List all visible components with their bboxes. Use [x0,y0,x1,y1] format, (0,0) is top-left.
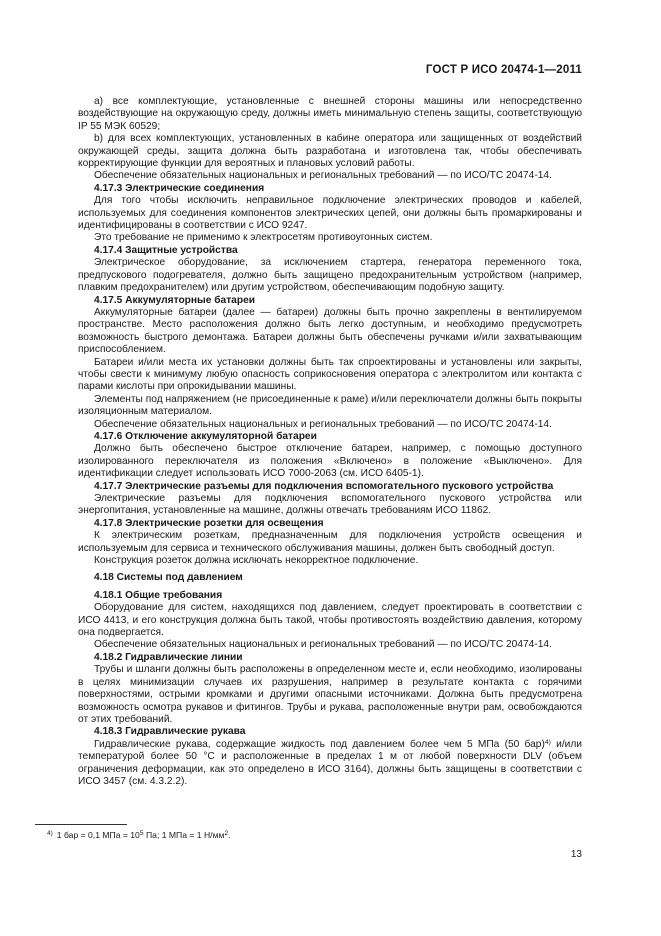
paragraph: К электрическим розеткам, предназначенным для подключения устройств освещения и используемым для сервиса и технического обслуживания машины, должен быть свободный доступ. [78,530,582,554]
section-heading: 4.18.2 Гидравлические линии [94,651,243,663]
paragraph: Элементы под напряжением (не присоединенные к раме) и/или переключатели должны быть покрыты изоляционным материалом. [78,393,582,418]
section-heading: 4.18.3 Гидравлические рукава [94,726,246,738]
paragraph: Конструкция розеток должна исключать некорректное подключение. [94,555,419,567]
document-body [78,96,582,788]
footnote [47,828,231,841]
paragraph: а) все комплектующие, установленные с внешней стороны машины или непосредственно воздействующие на окружающую среду, должны иметь минимальную степень защиты, соответствующую IP 55 МЭК 60529; [78,96,582,132]
paragraph: Электрическое оборудование, за исключением стартера, генератора переменного тока, предпускового подогревателя, должно быть защищено предохранительным устройством (например, плавким предохранителем) или другим устройством, обеспечивающим подобную защиту. [78,257,582,294]
footnote-sup-1: 5 [139,830,144,837]
section-heading: 4.18 Системы под давлением [94,572,243,584]
paragraph: Аккумуляторные батареи (далее — батареи) должны быть прочно закреплены в вентилируемом пространстве. Место расположения должно быть легко доступным, и необходимо предусмотреть возможность быстрого демонтажа. Батареи должны быть обеспечены ручками и/или захватывающим приспособлением. [78,306,582,356]
page-number: 13 [570,849,582,860]
paragraph: Батареи и/или места их установки должны быть так спроектированы и установлены или закрыты, чтобы свести к минимуму любую опасность соприкосновения оператора с электролитом или контакта с парами кислоты при опрокидывании машины. [78,356,582,393]
footnote-text-2: Па; 1 МПа = 1 Н/мм [143,830,225,840]
section-heading: 4.17.6 Отключение аккумуляторной батареи [94,430,317,442]
footnote-mark: 4) [47,830,53,837]
footnote-text-1: 1 бар = 0,1 МПа = 10 [56,830,140,840]
paragraph: Трубы и шланги должны быть расположены в определенном месте и, если необходимо, изолированы в целях минимизации случаев их разрушения, например в результате контакта с горячими поверхностями, острыми кромками и другими опасными источниками. Должна быть предусмотрена возможность осмотра рукавов и фитингов. Трубы и рукава, расположенные внутри рам, освобождаются от этих требований. [78,664,582,725]
paragraph [78,739,582,789]
paragraph-text: и/или температурой более 50 °С и расположенные в пределах 1 м от любой поверхности DLV (объем ограничения деформации, как это определено в ИСО 3164), должны быть защищены в соответствии с ИСО 3457 (см. 4.3.2.2). [78,738,582,787]
paragraph: Электрические разъемы для подключения вспомогательного пускового устройства или энергопитания, установленные на машине, должны отвечать требованиям ИСО 11862. [78,493,582,517]
section-heading: 4.17.3 Электрические соединения [94,182,265,194]
footnote-text-3: . [228,830,231,840]
paragraph-text: Гидравлические рукава, содержащие жидкость под давлением более чем 5 МПа (50 бар) [94,738,545,750]
paragraph: Обеспечение обязательных национальных и региональных требований — по ИСО/ТС 20474-14. [94,418,552,430]
paragraph: Оборудование для систем, находящихся под давлением, следует проектировать в соответствии с ИСО 4413, и его конструкция должна быть такой, чтобы противостоять воздействию давления, которому она подвергается. [78,602,582,639]
section-heading: 4.17.4 Защитные устройства [94,244,238,256]
section-heading: 4.17.5 Аккумуляторные батареи [94,294,256,306]
paragraph: Должно быть обеспечено быстрое отключение батареи, например, с помощью доступного изолированного переключателя из положения «Включено» в положение «Выключено». Для идентификации следует использовать ИСО 7000-2063 (см. ИСО 6405-1). [78,443,582,480]
paragraph: Обеспечение обязательных национальных и региональных требований — по ИСО/ТС 20474-14. [94,639,552,651]
footnote-sup-2: 2 [224,830,229,837]
paragraph: Это требование не применимо к электросетям противоугонных систем. [94,232,433,244]
paragraph: Для того чтобы исключить неправильное подключение электрических проводов и кабелей, используемых для соединения компонентов электрических цепей, они должны быть промаркированы и идентифицированы в соответствии с ИСО 9247. [78,195,582,232]
footnote-reference: 4) [544,738,551,746]
standard-code-header: ГОСТ Р ИСО 20474-1—2011 [425,64,582,76]
paragraph: b) для всех комплектующих, установленных в кабине оператора или защищенных от воздействий окружающей среды, защита должна быть разработана и изготовлена так, чтобы обеспечивать корректирующие функции для вероятных и плановых условий работы. [78,133,582,170]
paragraph: Обеспечение обязательных национальных и региональных требований — по ИСО/ТС 20474-14. [94,170,552,182]
section-heading: 4.18.1 Общие требования [94,589,223,601]
section-heading: 4.17.7 Электрические разъемы для подключения вспомогательного пускового устройства [94,480,554,492]
footnote-divider [35,824,127,825]
section-heading: 4.17.8 Электрические розетки для освещения [94,517,324,529]
